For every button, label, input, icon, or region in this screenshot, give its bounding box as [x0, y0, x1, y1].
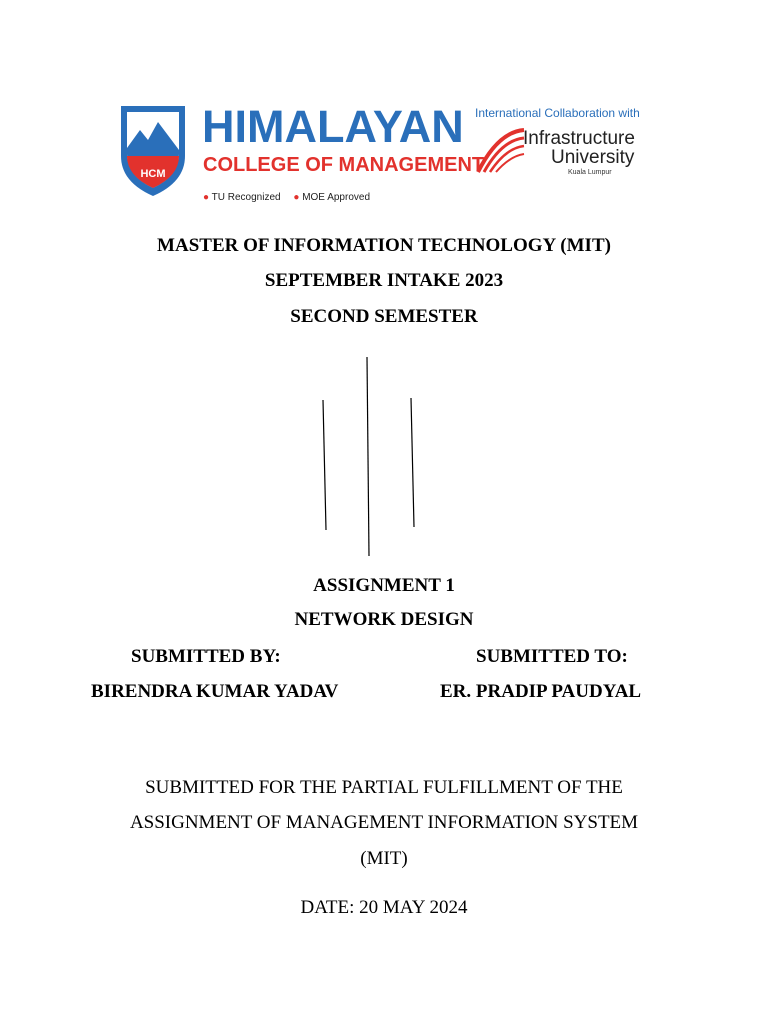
supervisor-name: ER. PRADIP PAUDYAL	[440, 681, 642, 702]
intake-title: SEPTEMBER INTAKE 2023	[264, 270, 504, 291]
student-name: BIRENDRA KUMAR YADAV	[91, 681, 339, 702]
partner-location: Kuala Lumpur	[568, 169, 612, 176]
assignment-number: ASSIGNMENT 1	[313, 575, 455, 596]
decorative-line-center	[367, 357, 369, 556]
decorative-line-right	[411, 398, 414, 527]
assignment-subject: NETWORK DESIGN	[294, 609, 474, 630]
college-name-line1: HIMALAYAN	[202, 101, 464, 152]
semester-title: SECOND SEMESTER	[290, 306, 478, 327]
college-name-line2: COLLEGE OF MANAGEMENT	[203, 154, 485, 176]
submitted-by-label: SUBMITTED BY:	[131, 646, 281, 667]
partner-name-line1: Infrastructure	[523, 128, 635, 149]
badge-dot-icon: ●	[293, 192, 300, 203]
purpose-line-1: SUBMITTED FOR THE PARTIAL FULFILLMENT OF THE	[145, 777, 623, 798]
submission-date: DATE: 20 MAY 2024	[300, 897, 468, 918]
submitted-to-label: SUBMITTED TO:	[476, 646, 628, 667]
shield-text: HCM	[140, 168, 166, 180]
purpose-line-2: ASSIGNMENT OF MANAGEMENT INFORMATION SYSTEM	[129, 812, 639, 833]
badge-tu: TU Recognized	[211, 192, 281, 203]
program-title: MASTER OF INFORMATION TECHNOLOGY (MIT)	[157, 235, 611, 256]
collaboration-text: International Collaboration with	[475, 106, 640, 120]
badge-moe: MOE Approved	[302, 192, 370, 203]
purpose-line-3: (MIT)	[360, 848, 408, 869]
partner-name-line2: University	[551, 147, 635, 168]
decorative-line-left	[323, 400, 326, 530]
badge-dot-icon: ●	[203, 192, 210, 203]
